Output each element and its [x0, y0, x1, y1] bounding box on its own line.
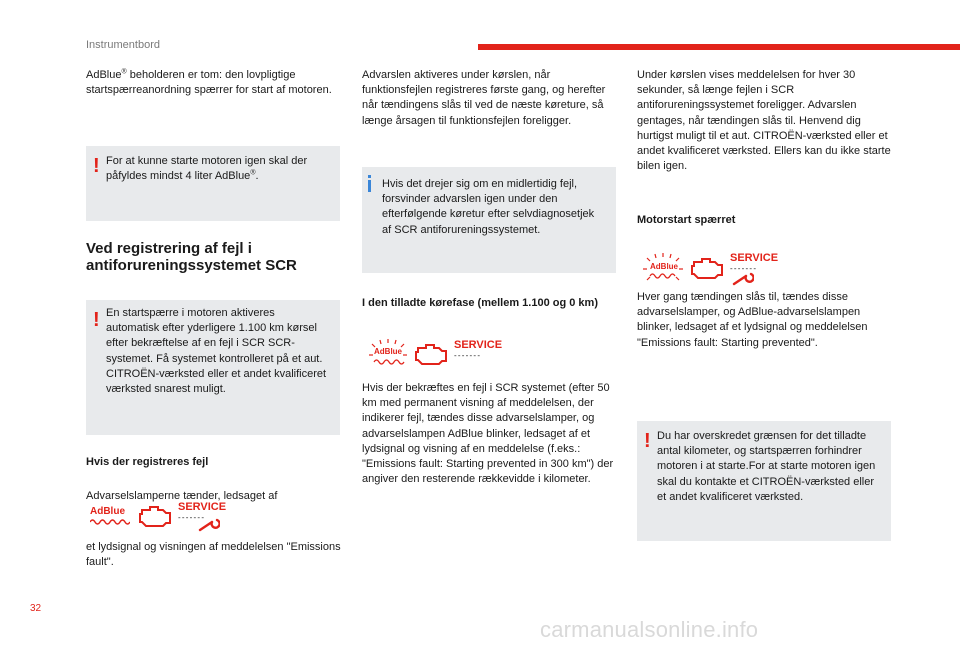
warning-note-start-block: [86, 300, 340, 435]
subheading: I den tilladte kørefase (mellem 1.100 og 0 km): [362, 297, 598, 309]
note-text: Hvis det drejer sig om en midlertidig fejl, forsvinder advarslen igen under den efterfølgende køretur efter selvdiagnosetjek af SCR antiforureningssystemet.: [382, 178, 595, 236]
body-paragraph: Hver gang tændingen slås til, tændes disse advarselslamper, og AdBlue-advarselslampen blinker, ledsaget af et lydsignal og meddelelsen "Emissions fault: Starting prevented".: [637, 291, 868, 349]
info-icon: [368, 180, 371, 192]
intro-paragraph: AdBlue® beholderen er tom: den lovpligtige startspærreanordning spærrer for start af motoren.: [86, 68, 332, 97]
engine-check-icon: [138, 504, 172, 528]
warning-lamps-row: [88, 500, 228, 532]
adblue-lamp-label: AdBlue: [650, 262, 678, 271]
engine-check-icon: [690, 256, 724, 280]
service-dashes: - - - - - - -: [178, 513, 204, 522]
service-dashes: - - - - - - -: [454, 351, 480, 360]
service-dashes: - - - - - - -: [730, 264, 756, 273]
section-heading-block: [86, 241, 346, 274]
body-block: [637, 290, 895, 351]
warning-lead-text: Advarselslamperne tænder, ledsaget af: [86, 490, 278, 502]
note-text: For at kunne starte motoren igen skal der påfyldes mindst 4 liter AdBlue®.: [106, 155, 308, 183]
body-paragraph: Hvis der bekræftes en fejl i SCR systemet (efter 50 km med permanent visning af meddelelsen, der indikerer fejl, tændes disse advarselslamper, og advarselslampen AdBlue blinker, ledsaget af et lydsignal og visning af en meddelelse (f.eks.: "Emissions fault: Starting prevented in 300 km") der angiver den resterende rækkevidde i kilometer.: [362, 382, 614, 486]
page-number: 32: [30, 603, 42, 614]
intro-paragraph: Under kørslen vises meddelelsen for hver 30 sekunder, så længe fejlen i SCR antiforureningssystemet foreligger. Advarslen gentages, når tændingen slås til. Henvend dig hurtigst muligt til et aut. CITROËN-værksted eller et andet kvalificeret værksted. Ellers kan du ikke starte bilen igen.: [637, 69, 891, 173]
column-1: [86, 68, 348, 98]
service-lamp-label: SERVICE: [730, 252, 779, 264]
subheading-block: [86, 455, 348, 470]
exclamation-icon: !: [93, 309, 100, 331]
warning-lamps-row: [368, 338, 503, 370]
exclamation-icon: !: [93, 155, 100, 177]
body-block: [362, 381, 620, 487]
warning-tail-text: et lydsignal og visningen af meddelelsen "Emissions fault".: [86, 541, 341, 569]
adblue-wave-icon: [90, 518, 130, 526]
service-lamp-label: SERVICE: [178, 501, 227, 513]
intro-paragraph: Advarslen aktiveres under kørslen, når funktionsfejlen registreres første gang, og herefter når tændingens slås til ved de næste køreture, så længe årsagen til funktionsfejlen foreligger.: [362, 69, 606, 127]
note-text: En startspærre i motoren aktiveres automatisk efter yderligere 1.100 km kørsel efter bekræftelse af en fejl i SCR SCR-systemet. Få systemet kontrolleret på et aut. CITROËN-værksted eller et andet kvalificeret værksted snarest muligt.: [106, 307, 327, 396]
subheading-block: [637, 213, 899, 228]
adblue-lamp-label: AdBlue: [90, 506, 125, 517]
section-title: Instrumentbord: [86, 39, 160, 51]
warning-lamps-row: [642, 252, 779, 284]
exclamation-icon: !: [644, 430, 651, 452]
wrench-icon: [732, 272, 754, 286]
subheading: Motorstart spærret: [637, 214, 736, 226]
service-lamp-label: SERVICE: [454, 339, 503, 351]
warning-note-limit-exceeded: [637, 421, 891, 541]
subheading: Hvis der registreres fejl: [86, 456, 209, 468]
watermark[interactable]: carmanualsonline.info: [540, 617, 759, 642]
section-heading: Ved registrering af fejl i antiforureningssystemet SCR: [86, 240, 297, 274]
adblue-lamp-label: AdBlue: [374, 347, 402, 356]
info-note-temporary-fault: [362, 167, 616, 273]
wrench-icon: [198, 518, 220, 532]
column-2: [362, 68, 620, 129]
warning-note-refill: [86, 146, 340, 221]
warning-tail-block: [86, 540, 348, 570]
engine-check-icon: [414, 342, 448, 366]
subheading-block: [362, 296, 624, 311]
note-text: Du har overskredet grænsen for det tilladte antal kilometer, og startspærren forhindrer motoren i at starte.For at starte motoren igen skal du kontakte et CITROËN-værksted eller et andet kvalificeret værksted.: [657, 430, 876, 503]
column-3: [637, 68, 893, 174]
header-accent-bar: [478, 44, 960, 50]
